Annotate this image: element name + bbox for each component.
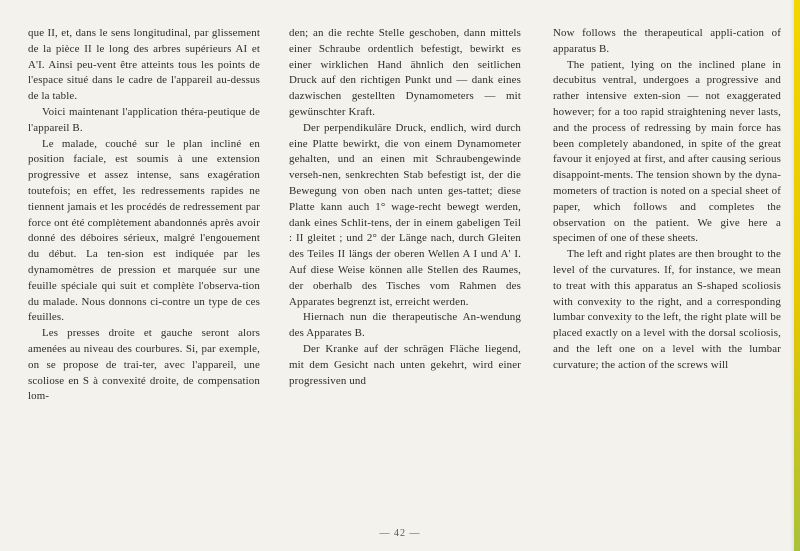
edge-tab-strip [794, 0, 800, 551]
french-paragraph: Voici maintenant l'application théra-peutique de l'appareil B. [28, 105, 260, 134]
french-paragraph: Les presses droite et gauche seront alors amenées au niveau des courbures. Si, par exemple, on se propose de trai-ter, avec l'appareil, une scoliose en S à convexité droite, de compensation lom- [28, 327, 260, 403]
german-column [289, 26, 521, 389]
french-paragraph: Le malade, couché sur le plan incliné en position faciale, est soumis à une extension progressive et assez intense, sans exagération toutefois; en effet, les redressements rapides ne tiennent jamais et les procédés de redressement par force ont été complètement abandonnés après avoir donné des déboires sérieux, malgré l'engouement du début. La ten-sion est indiquée par les dynamomètres de pression et marquée sur une feuille spéciale qui suit et complète l'observa-tion du malade. Nous donnons ci-contre un type de ces feuilles. [28, 137, 260, 324]
english-paragraph: Now follows the therapeutical appli-cation of apparatus B. [553, 27, 781, 55]
english-paragraph: The left and right plates are then brought to the level of the curvatures. If, for instance, we mean to treat with this apparatus an S-shaped scoliosis with convexity to the right, and a corresponding lumbar convexity to the left, the right plate will be placed exactly on a level with the dorsal scoliosis, and the left one on a level with the lumbar curvature; the action of the screws will [553, 248, 781, 371]
german-paragraph: Hiernach nun die therapeutische An-wendung des Apparates B. [289, 311, 521, 340]
german-paragraph: Der perpendikuläre Druck, endlich, wird durch eine Platte bewirkt, die von einem Dynamometer gehalten, und an einen mit Schraubengewinde verseh-nen, senkrechten Stab befestigt ist, der die Bewegung von oben nach unten ges-tattet; diese Platte kann auch 1° wage-recht bewegt werden, dank eines Schlit-tens, der in einem gabeligen Teil : II gleitet ; und 2° der Länge nach, durch Gleiten des Teiles II längs der oberen Wellen A I und A' I. Auf diese Weise können alle Stellen des Raumes, der oberhalb des Tisches vom Rahmen des Apparates begrenzt ist, erreicht werden. [289, 121, 521, 308]
english-paragraph: The patient, lying on the inclined plane in decubitus ventral, undergoes a progressive and rather intensive exten-sion — not exaggerated however; for a too rapid straightening never lasts, and the process of redressing by main force has been completely abandoned, in spite of the great favour it enjoyed at first, and after causing serious disappoint-ments. The tension shown by the dyna-mometers of traction is noted on a special sheet of paper, which follows and completes the observation on the patient. We give here a specimen of one of these sheets. [553, 58, 781, 245]
german-paragraph: Der Kranke auf der schrägen Fläche liegend, mit dem Gesicht nach unten gekehrt, wird einer progressiven und [289, 342, 521, 387]
english-column [553, 26, 781, 374]
page-number: — 42 — [379, 528, 421, 539]
german-paragraph: den; an die rechte Stelle geschoben, dann mittels einer Schraube ordentlich befestigt, bewirkt es einer wirklichen Hand ähnlich den seitlichen Druck auf den richtigen Punkt und — dank eines dazwischen gestellten Dynamometers — mit gewünschter Kraft. [289, 27, 521, 118]
french-column [28, 26, 260, 405]
french-paragraph: que II, et, dans le sens longitudinal, par glissement de la pièce II le long des arbres supérieurs AI et A'I. Ainsi peu-vent être atteints tous les points de l'espace situé dans le cadre de l'appareil au-dessus de la table. [28, 27, 260, 103]
